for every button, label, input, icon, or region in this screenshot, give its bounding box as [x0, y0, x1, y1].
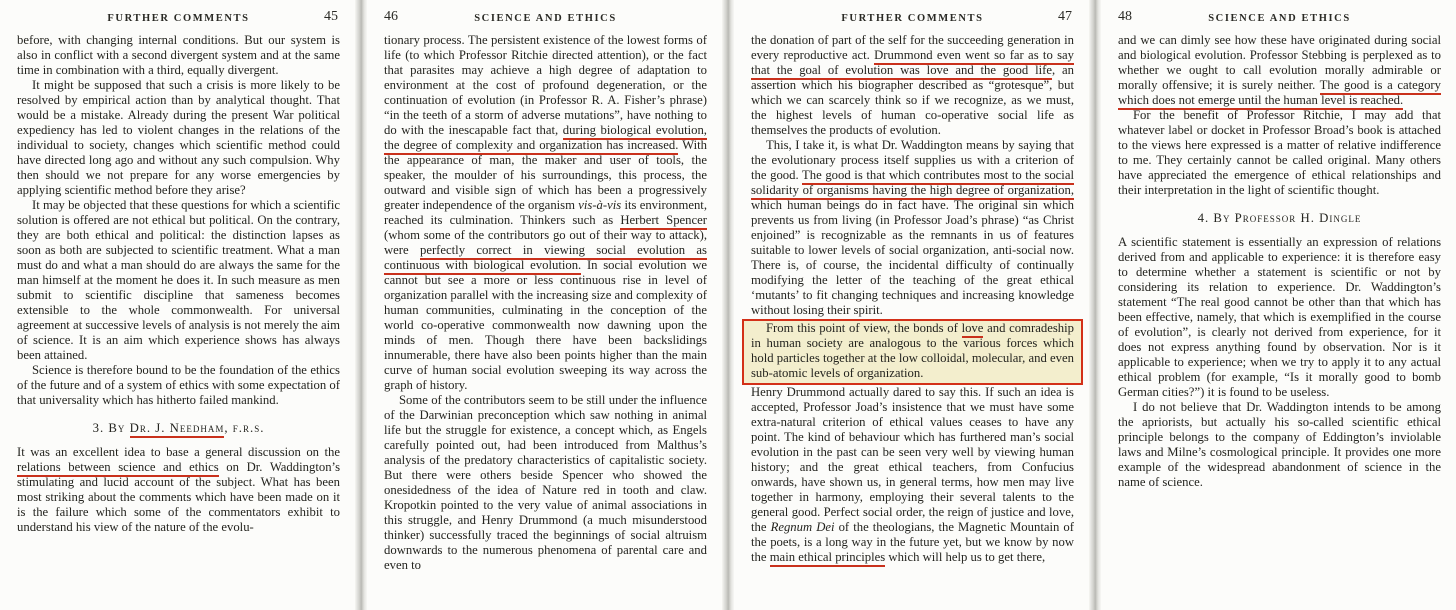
text-segment: I do not believe that Dr. Waddington intends to be among the apriorists, but actually his so-called scientific ethical principle belongs to the company of Eddington’s inviolable laws and Milne’s cosmological principle. It provides one more example of the widespread abandonment of science in the name of science.: [1118, 400, 1441, 489]
red-underline-annotation: Drummond even went so far as to say that the goal of evolution was love and the good life: [751, 48, 1074, 80]
red-underline-annotation: relations between science and ethics: [17, 460, 219, 477]
text-segment: which will help us to get there,: [885, 550, 1046, 564]
text-segment: , f.r.s.: [224, 421, 265, 435]
red-underline-annotation: during biological evolution, the degree of complexity and organization has increased.: [384, 123, 707, 155]
running-head-title: SCIENCE AND ETHICS: [1208, 13, 1351, 24]
paragraph: [1118, 108, 1441, 198]
paragraph: [17, 445, 340, 535]
text-segment: It may be objected that these questions for which a scientific solution is offered are not ethical but political. On the contrary, they are both ethical and political: the distinction lapses as soon as both are subjected to scientific treatment. What a man must do and what a man should do are always the same for the man himself at the moment he does it. In such measure as men submit to scientific discipline that sameness becomes extensible to the whole commonwealth. For universal agreement at successive levels of analysis is not merely the aim of science. It is an aim which experience shows has always been attained.: [17, 198, 340, 362]
red-underline-annotation: perfectly correct in viewing social evolution as continuous with biological evolution.: [384, 243, 707, 275]
text-segment: on Dr. Waddington’s stimulating and lucid account of the subject. What has been most striking about the comments which have been made on it is the failure which some of the commentators exhibit to understand his view of the nature of the evolu-: [17, 460, 341, 534]
page-gutter: [1089, 0, 1101, 610]
section-heading: [17, 421, 340, 436]
text-segment: Some of the contributors seem to be still under the influence of the Darwinian preconception which saw nothing in animal life but the struggle for existence, a concept which, as Engels carefully pointed out, had been introduced from Malthus’s analysis of the predatory characteristics of capitalistic society. But there were others beside Spencer who showed the onesidedness of the idea of Nature red in tooth and claw. Kropotkin pointed to the very value of animal associations in this struggle, and Henry Drummond (a much misunderstood thinker) successfully traced the beginnings of social altruism downwards to the numerous phenomena of parental care and even to: [384, 393, 707, 572]
text-segment: In social evolution we cannot but see a more or less continuous rise in level of organization parallel with the increasing size and complexity of human communities, culminating in the conception of the world co-operative commonwealth now dawning upon the minds of men. Though there have been backslidings innumerable, there have also been points higher than the main curve of human social evolution sweeping its way across the graph of history.: [384, 258, 707, 392]
paragraph: [751, 33, 1074, 138]
page-gutter: [355, 0, 367, 610]
text-segment: (whom some of the contributors go out of their way to attack), were: [384, 228, 707, 257]
text-segment: its environment, reached its culmination. Thinkers such as: [384, 198, 707, 227]
page-48: [1101, 0, 1456, 610]
paragraph: [751, 138, 1074, 318]
text-segment: 4. By Professor H. Dingle: [1197, 211, 1362, 225]
red-underline-annotation: Dr. J. Needham: [130, 421, 225, 438]
running-head-title: FURTHER COMMENTS: [841, 13, 984, 24]
text-segment: of the theologians, the Magnetic Mountain of the poets, is a long way in the future yet, but we know by now the: [751, 520, 1074, 564]
running-head: [751, 9, 1074, 26]
red-underline-annotation: The good is that which contributes most to the social solidarity of organisms having the high degree of organization,: [751, 168, 1074, 200]
running-head: [1118, 9, 1441, 26]
page-number: 46: [384, 9, 398, 24]
text-segment: before, with changing internal conditions. But our system is also in conflict with a second divergent system and at the same time in combination with a third, equally divergent.: [17, 33, 340, 77]
page-number: 47: [1058, 9, 1072, 24]
text-segment: It was an excellent idea to base a general discussion on the: [17, 445, 340, 459]
running-head-title: SCIENCE AND ETHICS: [474, 13, 617, 24]
page-gutter: [722, 0, 734, 610]
paragraph: [384, 33, 707, 393]
text-segment: and we can dimly see how these have originated during social and biological evolution. Professor Stebbing is perplexed as to whether we ought to call evolution morally admirable or morally offensive; it is surely neither.: [1118, 33, 1441, 92]
red-underline-annotation: The good is a category which does not emerge until the human level is reached.: [1118, 78, 1441, 110]
red-underline-annotation: main ethical principles: [770, 550, 886, 567]
paragraph: [17, 363, 340, 408]
page-number: 45: [324, 9, 338, 24]
paragraph: [17, 198, 340, 363]
running-head-title: FURTHER COMMENTS: [107, 13, 250, 24]
page-47: [734, 0, 1089, 610]
paragraph: [1118, 33, 1441, 108]
red-underline-annotation: Herbert Spencer: [620, 213, 707, 230]
page-45: [0, 0, 355, 610]
text-segment: It might be supposed that such a crisis is more likely to be resolved by empirical action than by analytical thought. That would be a mistake. Already during the present War political expediency has led to violent changes in the relations of the individual to society, changes which scientific method could have directed long ago and without any such compulsion. Why then should we not prepare for any worse emergencies by applying scientific method before they arise?: [17, 78, 340, 197]
page-number: 48: [1118, 9, 1132, 24]
paragraph: [1118, 400, 1441, 490]
paragraph: [751, 385, 1074, 565]
text-segment: , an assertion which his biographer described as “grotesque”, but which we can scarcely think so if we recognize, as we must, the highest levels of human co-operative social life as themselves the products of evolution.: [751, 63, 1074, 137]
page-46: [367, 0, 722, 610]
paragraph: [17, 33, 340, 78]
text-segment: This, I take it, is what Dr. Waddington means by saying that the evolutionary process itself supplies us with a criterion of the good.: [751, 138, 1074, 182]
text-segment: and comradeship in human society are analogous to the various forces which hold particles together at the low colloidal, molecular, and even sub-atomic levels of organization.: [751, 321, 1074, 380]
text-segment: For the benefit of Professor Ritchie, I may add that whatever label or docket in Professor Broad’s book is attached to the views here expressed is a matter of relative indifference to me. They certainly cannot be called original. Many others have appreciated the emergence of ethical relationships and their interpretation in the light of scientific thought.: [1118, 108, 1441, 197]
running-head: [17, 9, 340, 26]
text-segment: 3. By: [92, 421, 130, 435]
text-segment: Science is therefore bound to be the foundation of the ethics of the future and of a system of ethics with some expectation of that universality which has hitherto failed mankind.: [17, 363, 340, 407]
text-segment: From this point of view, the bonds of: [766, 321, 962, 335]
text-segment: which human beings do in fact have. The original sin which prevents us from living (in Professor Joad’s phrase) “as Christ enjoined” is recognizable as the remnants in us of features suitable to lower levels of social organization, anti-social now. There is, of course, the incidental difficulty of continually modifying the letter of the teaching of the great ethical ‘mutants’ to fit changing techniques and increasing knowledge without losing their spirit.: [751, 198, 1074, 317]
paragraph: [384, 393, 707, 573]
italic-text: vis-à-vis: [578, 198, 622, 212]
text-segment: Henry Drummond actually dared to say this. If such an idea is accepted, Professor Joad’s insistence that we must have some extra-natural criterion of ethical values ceases to have any point. The kind of behaviour which has furthered man’s social evolution in the past can be seen very well by viewing human history; and the great ethical teachers, from Confucius onwards, have shown us, in general terms, how men may live together in harmony, employing their several talents to the general good. Perfect social order, the reign of justice and love, the: [751, 385, 1074, 534]
text-segment: the donation of part of the self for the succeeding generation in every reproductive act.: [751, 33, 1074, 62]
red-underline-annotation: love: [962, 321, 984, 338]
italic-text: Regnum Dei: [770, 520, 835, 534]
text-segment: With the appearance of man, the maker and user of tools, the speaker, the moulder of his surroundings, this process, the outward and visible sign of which has been a progressively greater independence of the organism: [384, 138, 707, 212]
highlighted-passage: [742, 319, 1083, 385]
section-heading: [1118, 211, 1441, 226]
text-segment: A scientific statement is essentially an expression of relations derived from and applicable to experience: it is therefore easy to determine whether a statement is scientific or not by considering its relation to experience. Dr. Waddington’s statement “The real good cannot be other than that which has been effective, namely, that which is exemplified in the course of evolution”, is clearly not derived from experience, for it does not express anything found by observation. Nor is it applicable to experience; when we try to apply it to any actual ethical problem (for example, “Is it morally good to bomb German cities?”) it is found to be useless.: [1118, 235, 1441, 399]
running-head: [384, 9, 707, 26]
paragraph: [1118, 235, 1441, 400]
paragraph: [17, 78, 340, 198]
text-segment: tionary process. The persistent existence of the lowest forms of life (to which Professor Ritchie directed attention), or the fact that parasites may achieve a high degree of adaptation to environment at the cost of profound degeneration, or the continuation of evolution (in Professor R. A. Fisher’s phrase) “in the teeth of a storm of adverse mutations”, have nothing to do with the inescapable fact that,: [384, 33, 707, 137]
